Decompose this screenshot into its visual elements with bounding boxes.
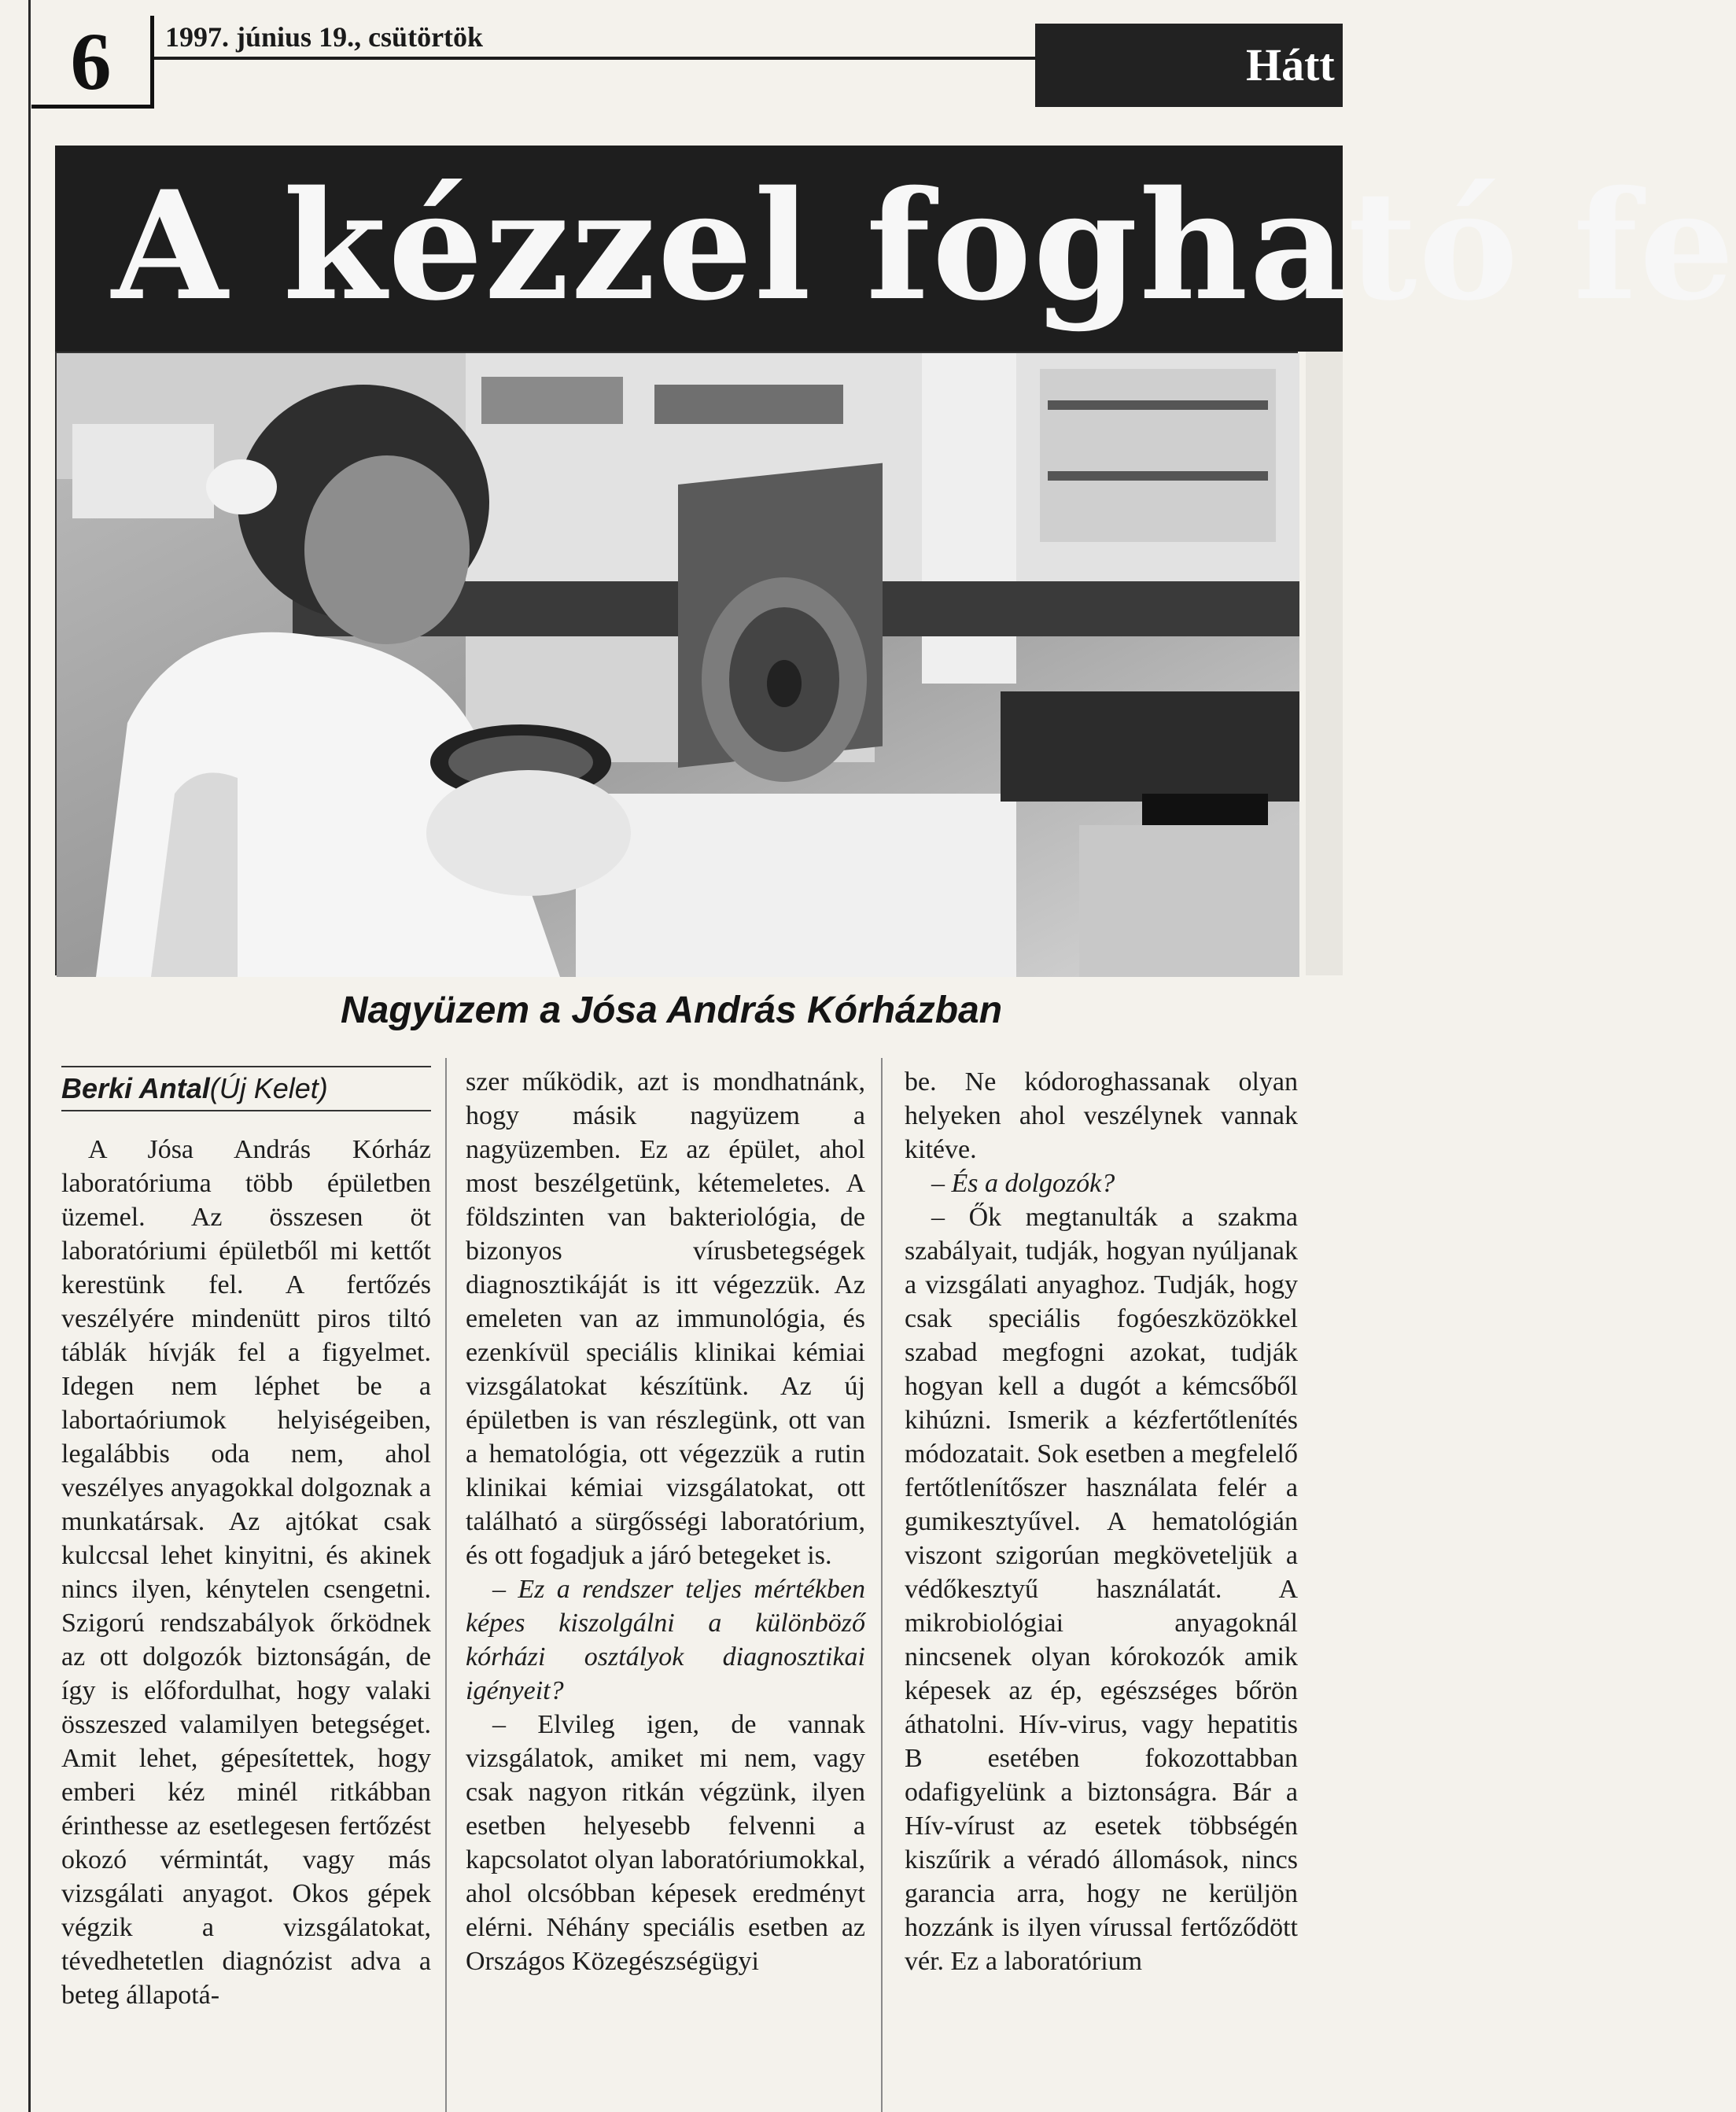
paragraph: be. Ne kódoroghassanak olyan helyeken ahol veszélynek vannak kitéve. — [905, 1067, 1298, 1164]
paragraph: szer működik, azt is mondhatnánk, hogy másik nagyüzem a nagyüzemben. Ez az épület, ahol most beszélgetünk, kétemeletes. A földszinten van bakteriológia, de bizonyos vírusbetegségek diagnosztikáját is itt végezzük. Az emeleten van az immunológia, és ezenkívül speciális klinikai kémiai vizsgálatokat készítünk. Az új épületben is van részlegünk, ott van a hematológia, ott végezzük a rutin klinikai kémiai vizsgálatokat, ott található a sürgősségi laboratórium, és ott fogadjuk a járó betegeket is. — [466, 1067, 865, 1570]
paragraph: A Jósa András Kórház laboratóriuma több épületben üzemel. Az összesen öt laboratóriumi épületből mi kettőt kerestünk fel. A fertőzés veszélyére mindenütt piros tiltó táblák hívják fel a figyelmet. Idegen nem léphet be a labortaóriumok helyiségeiben, legalábbis oda nem, ahol veszélyes anyagokkal dolgoznak a munkatársak. Az ajtókat csak kulccsal lehet kinyitni, és akinek nincs ilyen, kénytelen csengetni. Szigorú rendszabályok őrködnek az ott dolgozók biztonságán, de így is előfordulhat, hogy valaki összeszed valamilyen betegséget. Amit lehet, gépesítettek, hogy emberi kéz minél ritkábban érinthesse az esetlegesen fertőzést okozó vérmintát, vagy más vizsgálati anyagot. Okos gépek végzik a vizsgálatokat, tévedhetetlen diagnózist adva a beteg állapotá- — [61, 1135, 431, 2010]
photo-caption: Nagyüzem a Jósa András Kórházban — [340, 990, 1003, 1031]
header-rule — [154, 57, 1035, 60]
section-label: Hátt — [1035, 24, 1343, 107]
column-divider — [881, 1058, 883, 2112]
byline — [61, 1066, 431, 1111]
lab-photo-illustration — [57, 353, 1299, 977]
issue-date: 1997. június 19., csütörtök — [165, 21, 484, 53]
left-border-rule — [28, 0, 31, 2112]
paragraph: – Ők megtanulták a szakma szabályait, tudják, hogyan nyúljanak a vizsgálati anyaghoz. Tudják, hogy csak speciális fogóeszközökkel szabad megfogni azokat, tudják hogyan kell a dugót a kémcsőből kihúzni. Ismerik a kézfertőtlenítés módozatait. Sok esetben a megfelelő fertőtlenítőszer használata felér a gumikesztyűvel. A hematológián viszont szigorúan megköveteljük a védőkesztyű használatát. A mikrobiológiai anyagoknál nincsenek olyan kórokozók amik képesek az ép, egészséges bőrön áthatolni. Hív-virus, vagy hepatitis B esetében fokozottabban odafigyelünk a biztonságra. Bár a Hív-vírust az esetek többségén kiszűrik a véradó állomások, nincs garancia arra, hogy ne kerüljön hozzánk is ilyen vírussal fertőződött vér. Ez a laboratórium — [905, 1203, 1298, 1976]
lab-photo — [55, 352, 1298, 975]
interview-question: – Ez a rendszer teljes mértékben képes kiszolgálni a különböző kórházi osztályok diagnosztikai igényeit? — [466, 1575, 865, 1705]
adjacent-page-edge — [1306, 352, 1343, 975]
article-column-1 — [61, 1133, 431, 2012]
interview-question: – És a dolgozók? — [931, 1169, 1115, 1198]
author-source: (Új Kelet) — [209, 1072, 328, 1104]
column-divider — [445, 1058, 447, 2112]
article-column-2 — [466, 1065, 865, 1978]
headline-banner — [55, 146, 1736, 352]
headline: A kézzel fogható fe — [112, 158, 1736, 334]
page-number: 6 — [31, 16, 154, 109]
paragraph: – Elvileg igen, de vannak vizsgálatok, amiket mi nem, vagy csak nagyon ritkán végzünk, ilyen esetben helyesebb felvenni a kapcsolatot olyan laboratóriumokkal, ahol olcsóbban képesek eredményt elérni. Néhány speciális esetben az Országos Közegészségügyi — [466, 1710, 865, 1976]
author-name: Berki Antal — [61, 1072, 210, 1104]
article-column-3 — [905, 1065, 1298, 1978]
